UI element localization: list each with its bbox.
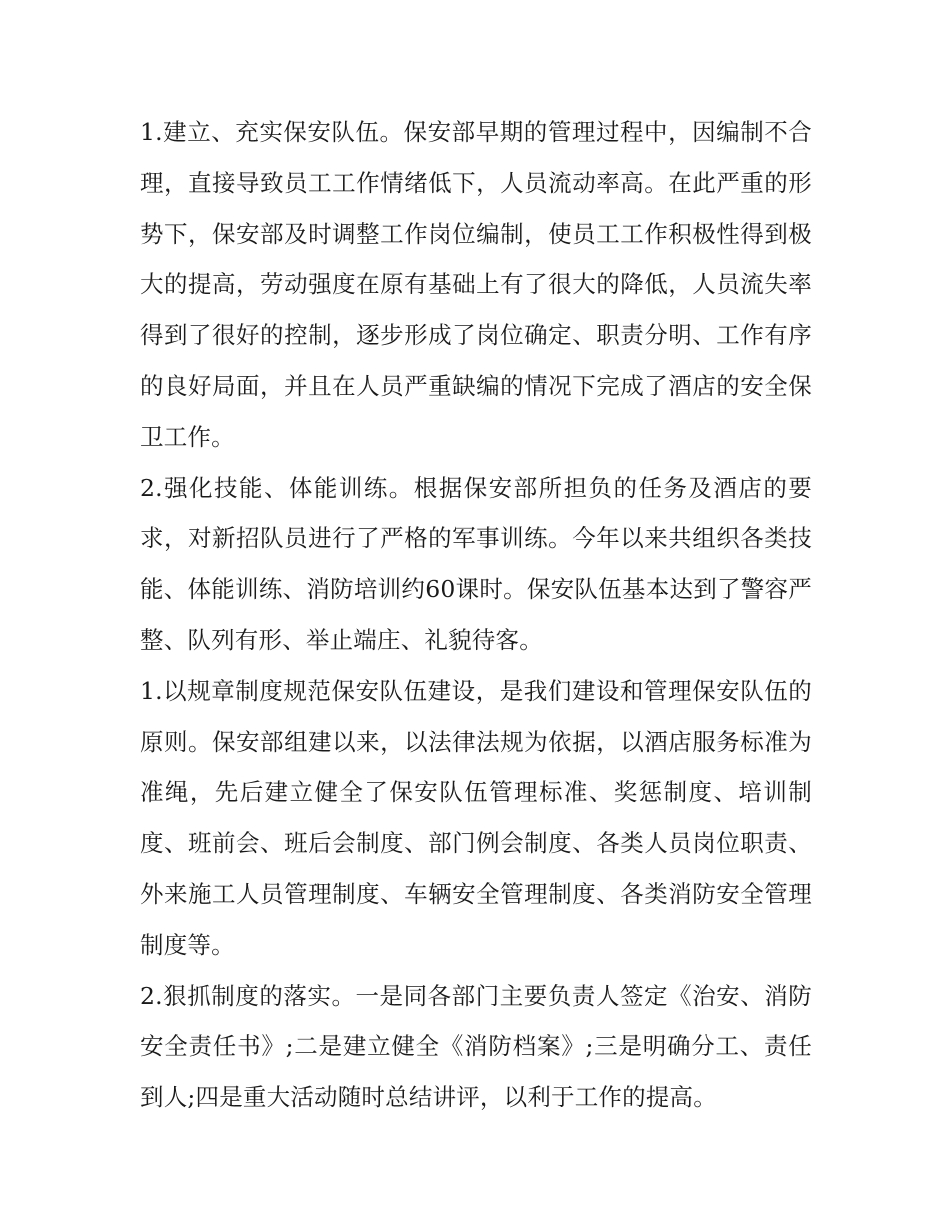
document-body — [140, 107, 812, 1123]
paragraph-training: 2.强化技能、体能训练。根据保安部所担负的任务及酒店的要求，对新招队员进行了严格的军事训练。今年以来共组织各类技能、体能训练、消防培训约60课时。保安队伍基本达到了警容严整、队列有形、举止端庄、礼貌待客。 — [140, 473, 812, 654]
paragraph-staffing: 1.建立、充实保安队伍。保安部早期的管理过程中，因编制不合理，直接导致员工工作情绪低下，人员流动率高。在此严重的形势下，保安部及时调整工作岗位编制，使员工工作积极性得到极大的提高，劳动强度在原有基础上有了很大的降低，人员流失率得到了很好的控制，逐步形成了岗位确定、职责分明、工作有序的良好局面，并且在人员严重缺编的情况下完成了酒店的安全保卫工作。 — [140, 118, 812, 451]
paragraph-regulations: 1.以规章制度规范保安队伍建设，是我们建设和管理保安队伍的原则。保安部组建以来，以法律法规为依据，以酒店服务标准为准绳，先后建立健全了保安队伍管理标准、奖惩制度、培训制度、班前会、班后会制度、部门例会制度、各类人员岗位职责、外来施工人员管理制度、车辆安全管理制度、各类消防安全管理制度等。 — [140, 676, 812, 959]
paragraph-implementation: 2.狠抓制度的落实。一是同各部门主要负责人签定《治安、消防安全责任书》;二是建立健全《消防档案》;三是明确分工、责任到人;四是重大活动随时总结讲评，以利于工作的提高。 — [140, 981, 812, 1112]
